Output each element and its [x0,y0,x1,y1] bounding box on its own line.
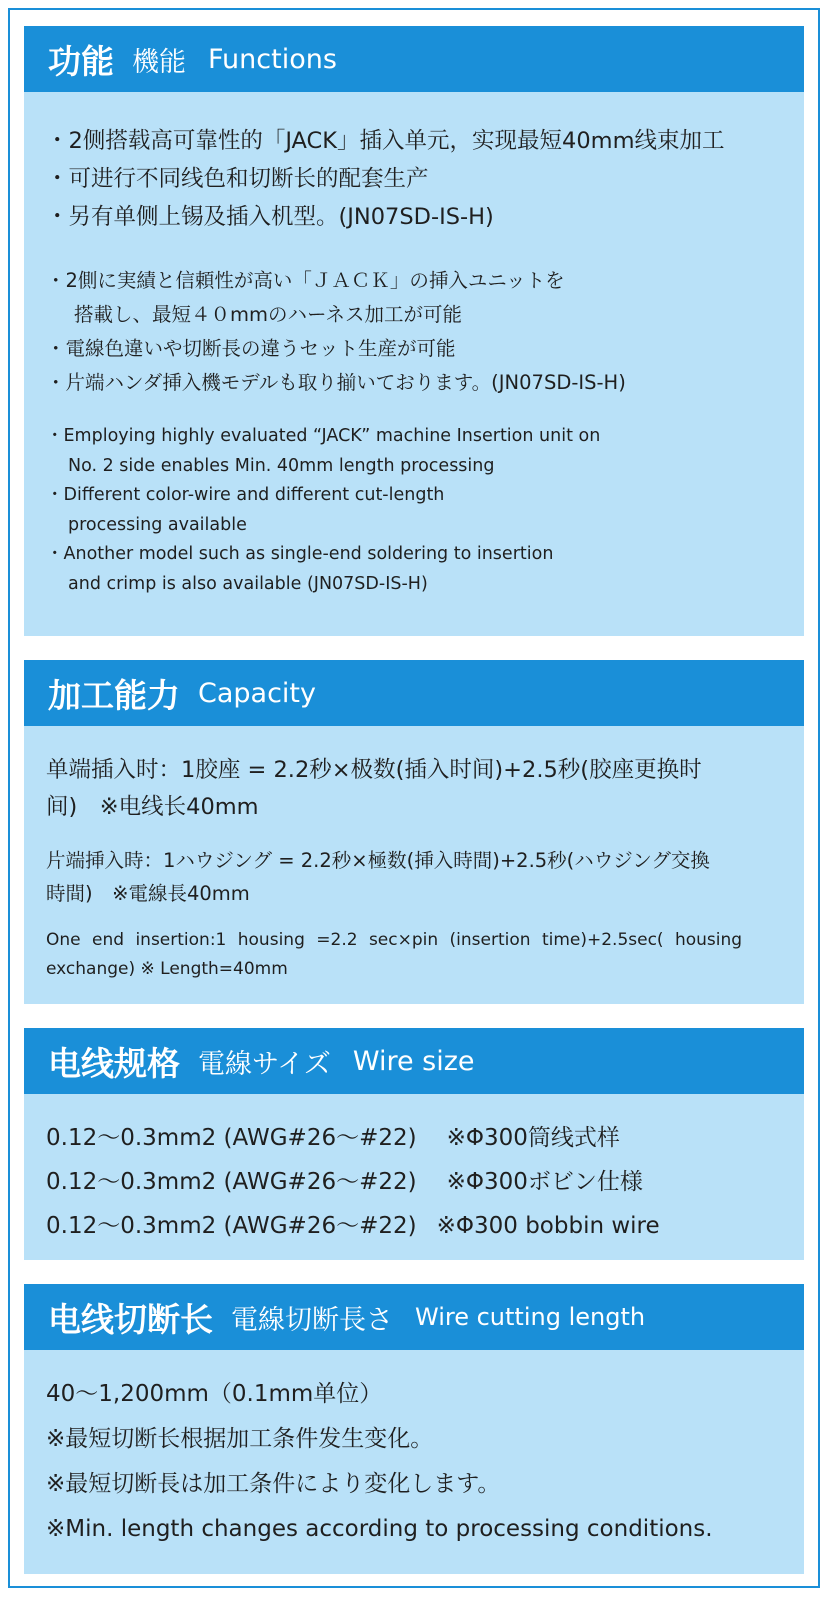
functions-title-cn: 功能 [48,41,114,81]
wire-size-row [46,1204,782,1248]
wire-size-spec: 0.12～0.3mm2 (AWG#26～#22) [46,1213,417,1239]
capacity-jp-line: 片端挿入時：1ハウジング = 2.2秒×極数(挿入時間)+2.5秒(ハウジング交換 [46,849,710,872]
wire-size-section [24,1028,804,1260]
capacity-en-line: exchange) ※ Length=40mm [46,959,288,979]
wire-size-spec: 0.12～0.3mm2 (AWG#26～#22) [46,1169,417,1195]
functions-header [24,26,804,92]
functions-en-line: processing available [68,514,247,535]
wire-size-row [46,1116,782,1160]
functions-jp-line: ・電線色違いや切断長の違うセット生産が可能 [46,337,456,360]
capacity-cn-line: 间) ※电线长40mm [46,794,259,820]
functions-en-line: ・Another model such as single-end soldering to insertion [46,544,554,564]
functions-section [24,26,804,636]
functions-en-line: No. 2 side enables Min. 40mm length processing [68,455,495,476]
functions-jp-line: ・片端ハンダ挿入機モデルも取り揃いております。(JN07SD-IS-H) [46,371,626,394]
cutting-length-section [24,1284,804,1574]
functions-jp-line: 搭載し、最短４０mmのハーネス加工が可能 [74,303,463,326]
cutting-length-title-en: Wire cutting length [415,1303,646,1331]
cutting-length-line: 40～1,200mm（0.1mm单位） [46,1381,383,1407]
cutting-length-body [24,1350,804,1552]
functions-en-line: ・Employing highly evaluated “JACK” machine Insertion unit on [46,426,601,446]
capacity-title-en: Capacity [198,677,316,709]
wire-size-title-en: Wire size [352,1045,475,1077]
capacity-title-cn: 加工能力 [48,675,180,715]
capacity-en-line: One end insertion:1 housing =2.2 sec×pin (insertion time)+2.5sec( housing [46,930,743,950]
functions-en-line: ・Different color-wire and different cut-length [46,485,445,505]
functions-cn-line: ・2侧搭载高可靠性的「JACK」插入单元，实现最短40mm线束加工 [46,128,725,154]
wire-size-note: ※Φ300ボビン仕様 [446,1169,643,1195]
cutting-length-title-jp: 電線切断長さ [231,1304,393,1336]
wire-size-spec: 0.12～0.3mm2 (AWG#26～#22) [46,1125,417,1151]
functions-cn-line: ・可进行不同线色和切断长的配套生产 [46,166,429,192]
capacity-jp-line: 時間) ※電線長40mm [46,882,250,905]
capacity-header [24,660,804,726]
cutting-length-line: ※Min. length changes according to processing conditions. [46,1516,713,1542]
capacity-body [24,726,804,984]
wire-size-row [46,1160,782,1204]
wire-size-title-cn: 电线规格 [48,1043,180,1083]
functions-body [24,92,804,599]
wire-size-note: ※Φ300 bobbin wire [436,1213,660,1239]
functions-en-line: and crimp is also available (JN07SD-IS-H) [68,573,428,594]
cutting-length-title-cn: 电线切断长 [48,1299,213,1339]
cutting-length-line: ※最短切断长根据加工条件发生变化。 [46,1426,434,1452]
functions-title-jp: 機能 [132,46,186,78]
cutting-length-header [24,1284,804,1350]
functions-title-en: Functions [208,43,337,75]
wire-size-header [24,1028,804,1094]
functions-cn-line: ・另有单侧上锡及插入机型。(JN07SD-IS-H) [46,204,494,230]
wire-size-body [24,1094,804,1248]
capacity-section [24,660,804,1004]
functions-jp-line: ・2側に実績と信頼性が高い「ＪＡＣＫ」の挿入ユニットを [46,269,565,292]
wire-size-note: ※Φ300筒线式样 [446,1125,620,1151]
wire-size-title-jp: 電線サイズ [198,1048,331,1080]
cutting-length-line: ※最短切断長は加工条件により変化します。 [46,1471,501,1497]
capacity-cn-line: 单端插入时：1胶座 = 2.2秒×极数(插入时间)+2.5秒(胶座更换时 [46,757,702,783]
